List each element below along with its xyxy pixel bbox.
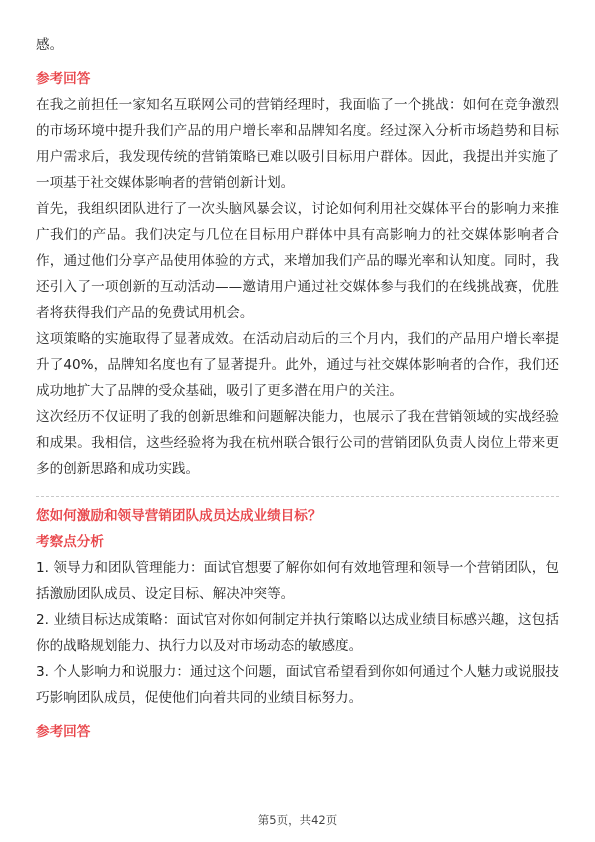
page-content (36, 32, 559, 745)
section-divider (36, 496, 559, 497)
answer-heading: 参考回答 (36, 71, 91, 87)
answer-paragraph: 在我之前担任一家知名互联网公司的营销经理时，我面临了一个挑战：如何在竞争激烈的市场环境中提升我们产品的用户增长率和品牌知名度。经过深入分析市场趋势和目标用户需求后，我发现传统的营销策略已难以吸引目标用户群体。因此，我提出并实施了一项基于社交媒体影响者的营销创新计划。 (36, 97, 559, 191)
question-heading: 您如何激励和领导营销团队成员达成业绩目标？ (36, 508, 322, 524)
answer-paragraph: 这项策略的实施取得了显著成效。在活动启动后的三个月内，我们的产品用户增长率提升了40%，品牌知名度也有了显著提升。此外，通过与社交媒体影响者的合作，我们还成功地扩大了品牌的受众基础，吸引了更多潜在用户的关注。 (36, 331, 559, 399)
analysis-heading: 考察点分析 (36, 534, 104, 550)
continued-text: 感。 (36, 37, 64, 53)
analysis-point: 1. 领导力和团队管理能力：面试官想要了解你如何有效地管理和领导一个营销团队，包括激励团队成员、设定目标、解决冲突等。 (36, 560, 559, 602)
page-number: 第5页，共42页 (257, 813, 338, 827)
answer-paragraph: 这次经历不仅证明了我的创新思维和问题解决能力，也展示了我在营销领域的实战经验和成果。我相信，这些经验将为我在杭州联合银行公司的营销团队负责人岗位上带来更多的创新思路和成功实践。 (36, 409, 559, 477)
answer-paragraph: 首先，我组织团队进行了一次头脑风暴会议，讨论如何利用社交媒体平台的影响力来推广我们的产品。我们决定与几位在目标用户群体中具有高影响力的社交媒体影响者合作，通过他们分享产品使用体验的方式，来增加我们产品的曝光率和认知度。同时，我还引入了一项创新的互动活动——邀请用户通过社交媒体参与我们的在线挑战赛，优胜者将获得我们产品的免费试用机会。 (36, 201, 559, 321)
analysis-point: 3. 个人影响力和说服力：通过这个问题，面试官希望看到你如何通过个人魅力或说服技巧影响团队成员，促使他们向着共同的业绩目标努力。 (36, 664, 559, 706)
answer-heading: 参考回答 (36, 724, 91, 740)
analysis-point: 2. 业绩目标达成策略：面试官对你如何制定并执行策略以达成业绩目标感兴趣，这包括你的战略规划能力、执行力以及对市场动态的敏感度。 (36, 612, 559, 654)
